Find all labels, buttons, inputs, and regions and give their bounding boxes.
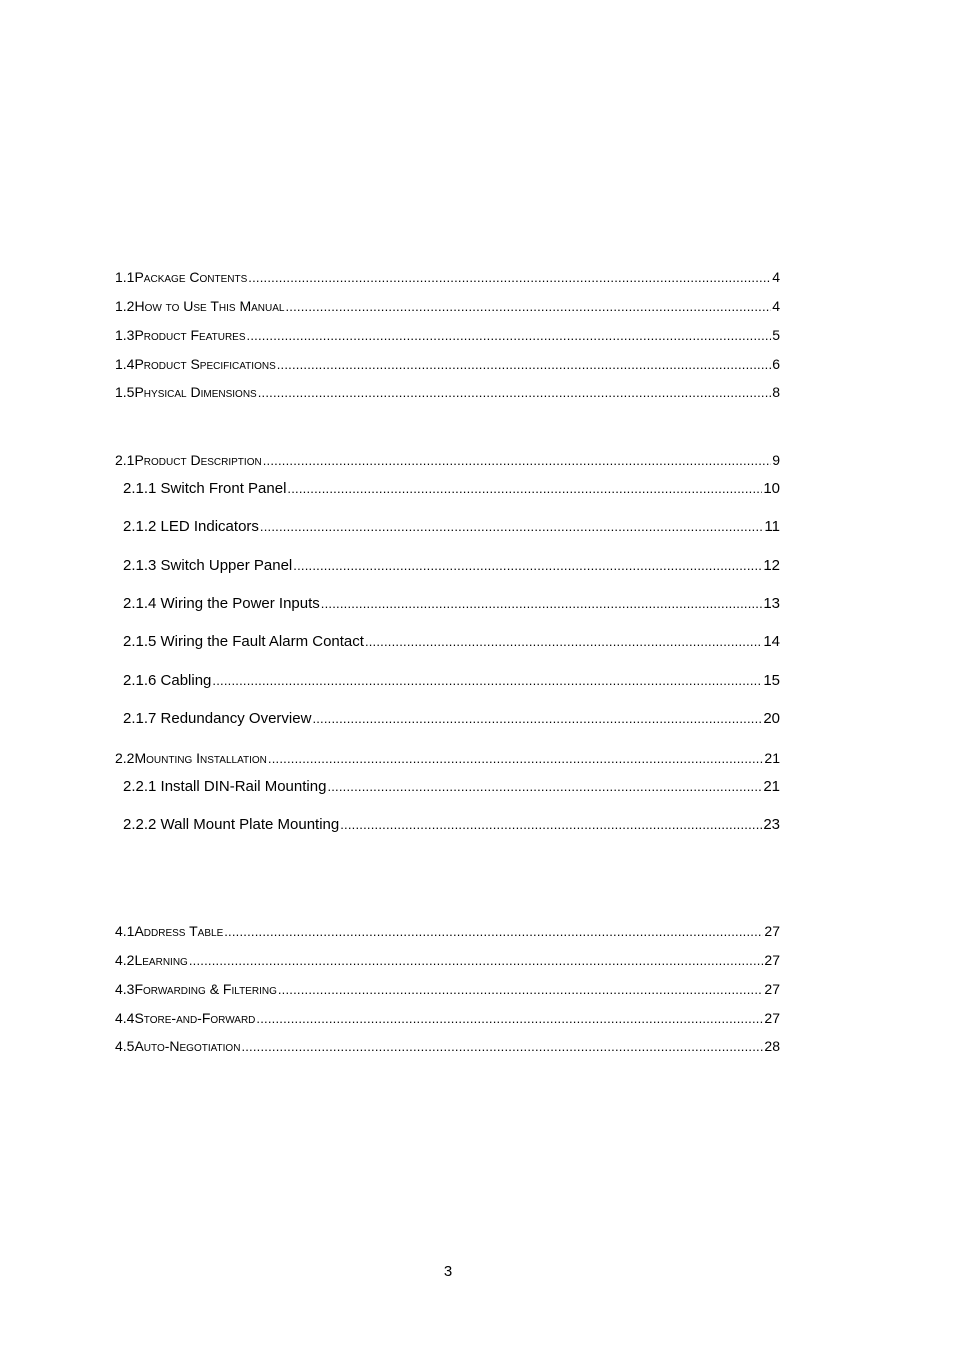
toc-dot-leader [248,270,771,285]
toc-entry-number: 4.5 [115,1038,135,1054]
toc-dot-leader [277,357,771,372]
toc-dot-leader [212,673,762,688]
toc-entry-number: 1.5 [115,384,135,400]
toc-entry-number: 1.1 [115,269,135,285]
toc-entry-label: Forwarding & Filtering [134,981,277,997]
toc-entry-label: 2.2.1 Install DIN-Rail Mounting [123,778,327,795]
toc-entry-page: 23 [763,816,780,833]
toc-dot-leader [268,751,764,766]
toc-entry-1-2[interactable] [115,298,780,318]
toc-entry-label: 2.1.7 Redundancy Overview [123,710,312,727]
toc-entry-number: 2.1 [115,452,135,468]
toc-entry-page: 27 [764,981,780,997]
toc-entry-label: Address Table [134,923,224,939]
toc-dot-leader [286,299,772,314]
toc-dot-leader [258,385,771,400]
toc-entry-2-1-2[interactable] [123,518,780,538]
toc-entry-4-2[interactable] [115,952,780,972]
toc-entry-page: 14 [763,633,780,650]
toc-entry-4-5[interactable] [115,1038,780,1058]
toc-entry-page: 27 [764,1010,780,1026]
toc-entry-4-3[interactable] [115,981,780,1001]
toc-entry-number: 4.4 [115,1010,135,1026]
toc-entry-4-4[interactable] [115,1010,780,1030]
toc-entry-number: 1.3 [115,327,135,343]
toc-entry-label: Product Specifications [134,356,276,372]
toc-dot-leader [340,817,762,832]
toc-entry-2-1-6[interactable] [123,672,780,692]
toc-entry-number: 1.2 [115,298,135,314]
toc-entry-page: 5 [772,327,780,343]
toc-entry-2-2-1[interactable] [123,778,780,798]
toc-entry-1-4[interactable] [115,356,780,376]
toc-entry-label: Product Features [134,327,246,343]
toc-entry-label: 2.1.3 Switch Upper Panel [123,557,293,574]
toc-entry-page: 9 [772,452,780,468]
toc-entry-label: How to Use This Manual [134,298,285,314]
toc-dot-leader [312,711,762,726]
toc-entry-page: 12 [763,557,780,574]
toc-entry-page: 21 [763,778,780,795]
toc-entry-page: 27 [764,923,780,939]
toc-dot-leader [224,924,763,939]
toc-entry-page: 4 [772,298,780,314]
toc-entry-label: 2.1.2 LED Indicators [123,518,259,535]
toc-entry-label: Learning [134,952,188,968]
toc-dot-leader [327,779,762,794]
toc-entry-2-1-3[interactable] [123,557,780,577]
toc-entry-2-1-4[interactable] [123,595,780,615]
toc-entry-4-1[interactable] [115,923,780,943]
toc-entry-number: 2.2 [115,750,135,766]
toc-entry-2-1[interactable] [115,452,780,472]
toc-entry-2-1-1[interactable] [123,480,780,500]
toc-entry-label: 2.1.6 Cabling [123,672,212,689]
toc-entry-2-1-5[interactable] [123,633,780,653]
toc-entry-number: 4.2 [115,952,135,968]
toc-entry-2-2[interactable] [115,750,780,770]
toc-dot-leader [278,982,764,997]
toc-entry-page: 6 [772,356,780,372]
toc-entry-page: 4 [772,269,780,285]
toc-entry-label: 2.1.4 Wiring the Power Inputs [123,595,320,612]
toc-entry-page: 8 [772,384,780,400]
toc-dot-leader [293,558,762,573]
toc-dot-leader [247,328,772,343]
toc-entry-label: Package Contents [134,269,248,285]
toc-dot-leader [189,953,764,968]
page-number: 3 [443,1263,453,1280]
toc-dot-leader [260,519,764,534]
toc-dot-leader [256,1011,763,1026]
toc-entry-1-1[interactable] [115,269,780,289]
toc-entry-2-2-2[interactable] [123,816,780,836]
toc-entry-2-1-7[interactable] [123,710,780,730]
toc-entry-number: 4.3 [115,981,135,997]
toc-entry-number: 1.4 [115,356,135,372]
toc-entry-page: 28 [764,1038,780,1054]
toc-entry-label: 2.1.1 Switch Front Panel [123,480,287,497]
toc-entry-page: 20 [763,710,780,727]
toc-entry-page: 11 [764,518,780,535]
toc-dot-leader [365,634,762,649]
toc-entry-1-5[interactable] [115,384,780,404]
toc-entry-page: 15 [763,672,780,689]
toc-entry-label: Product Description [134,452,262,468]
toc-entry-label: 2.2.2 Wall Mount Plate Mounting [123,816,340,833]
toc-dot-leader [321,596,763,611]
toc-entry-1-3[interactable] [115,327,780,347]
toc-entry-page: 13 [763,595,780,612]
toc-entry-number: 4.1 [115,923,135,939]
toc-entry-page: 27 [764,952,780,968]
toc-entry-label: Mounting Installation [134,750,267,766]
toc-dot-leader [287,481,762,496]
toc-entry-page: 21 [764,750,780,766]
toc-dot-leader [241,1039,763,1054]
toc-dot-leader [263,453,772,468]
toc-entry-label: Physical Dimensions [134,384,257,400]
toc-entry-page: 10 [763,480,780,497]
toc-entry-label: 2.1.5 Wiring the Fault Alarm Contact [123,633,364,650]
toc-entry-label: Store-and-Forward [134,1010,256,1026]
toc-entry-label: Auto-Negotiation [134,1038,241,1054]
